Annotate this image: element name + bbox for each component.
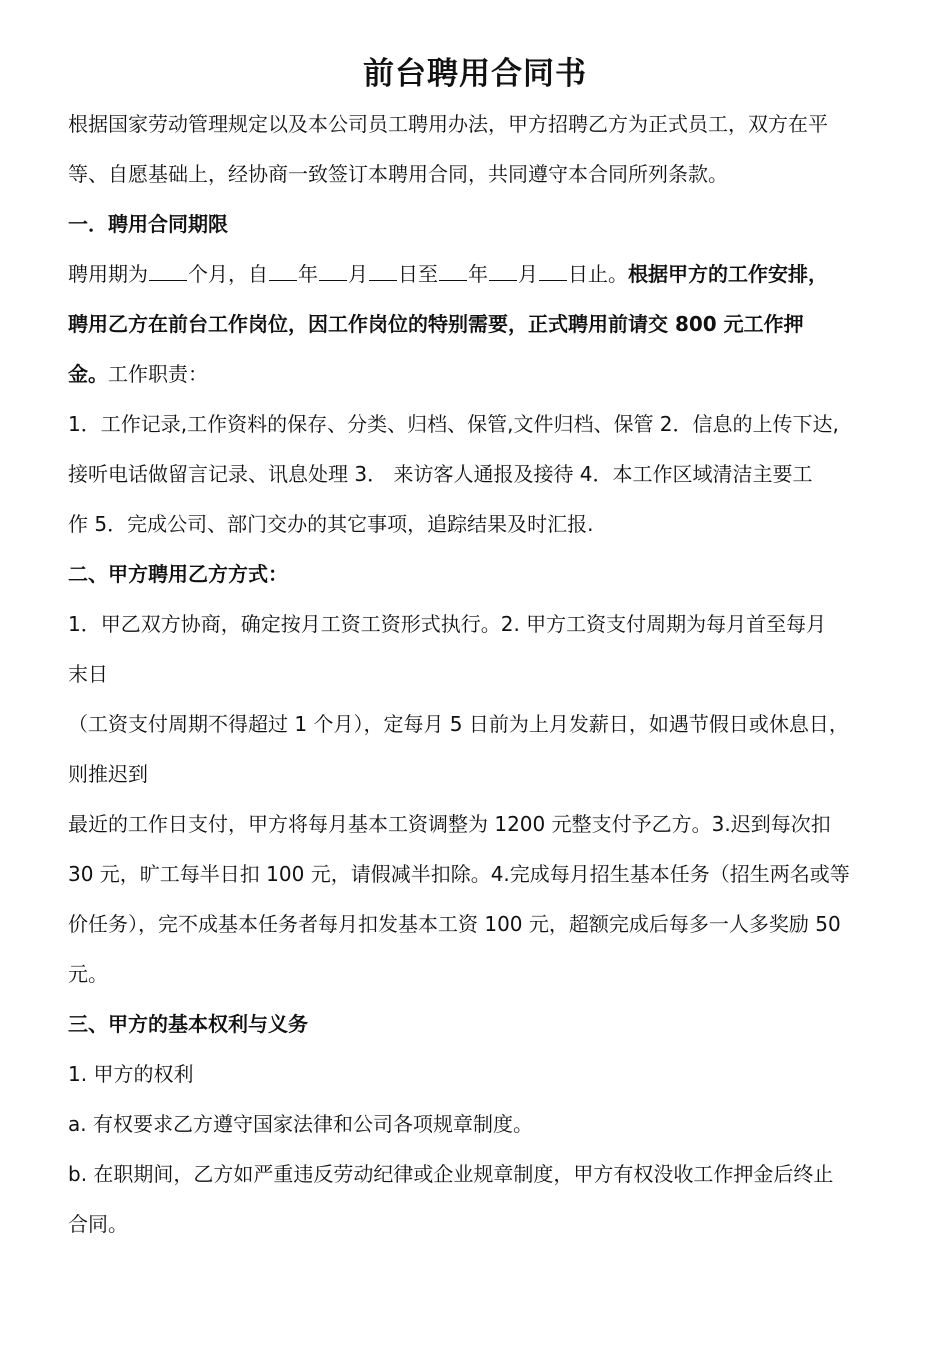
section-heading: 二、甲方聘用乙方方式： [68,562,288,586]
body-line: 1. 甲方的权利 [68,1062,194,1086]
body-line: （工资支付周期不得超过 1 个月），定每月 5 日前为上月发薪日，如遇节假日或休息日， [68,712,849,736]
term-bold-text: 根据甲方的工作安排， [628,262,828,286]
term-text: 日至 [398,262,438,286]
term-text: 聘用期为 [68,262,148,286]
duties-intro-line [68,349,208,399]
term-text: 年 [298,262,318,286]
body-line: 则推迟到 [68,762,148,786]
duties-label: 工作职责： [108,362,208,386]
section-heading: 三、甲方的基本权利与义务 [68,1012,308,1036]
blank-field [539,260,567,281]
blank-field [149,260,187,281]
bold-clause-line: 聘用乙方在前台工作岗位，因工作岗位的特别需要，正式聘用前请交 800 元工作押 [68,312,804,336]
bold-clause-end: 金。 [68,362,108,386]
body-line: 30 元，旷工每半日扣 100 元，请假减半扣除。4.完成每月招生基本任务（招生两名或等 [68,862,850,886]
blank-field [319,260,347,281]
duty-line: 接听电话做留言记录、讯息处理 3． 来访客人通报及接待 4．本工作区域清洁主要工 [68,462,813,486]
blank-field [439,260,467,281]
body-line: 合同。 [68,1212,128,1236]
body-line: 元。 [68,962,108,986]
intro-line: 根据国家劳动管理规定以及本公司员工聘用办法，甲方招聘乙方为正式员工，双方在平 [68,112,828,136]
intro-line: 等、自愿基础上，经协商一致签订本聘用合同，共同遵守本合同所列条款。 [68,162,728,186]
body-line: b. 在职期间，乙方如严重违反劳动纪律或企业规章制度，甲方有权没收工作押金后终止 [68,1162,834,1186]
term-text: 年 [468,262,488,286]
term-text: 月 [348,262,368,286]
term-text: 月 [518,262,538,286]
body-line: 最近的工作日支付，甲方将每月基本工资调整为 1200 元整支付予乙方。3.迟到每次扣 [68,812,831,836]
duty-line: 作 5．完成公司、部门交办的其它事项，追踪结果及时汇报. [68,512,594,536]
term-text: 日止。 [568,262,628,286]
term-line [68,249,828,299]
body-line: a. 有权要求乙方遵守国家法律和公司各项规章制度。 [68,1112,533,1136]
body-line: 价任务），完不成基本任务者每月扣发基本工资 100 元，超额完成后每多一人多奖励 50 [68,912,841,936]
document-title: 前台聘用合同书 [363,56,587,92]
duty-line: 1．工作记录,工作资料的保存、分类、归档、保管,文件归档、保管 2．信息的上传下达, [68,412,839,436]
body-line: 1．甲乙双方协商，确定按月工资工资形式执行。2. 甲方工资支付周期为每月首至每月 [68,612,827,636]
blank-field [269,260,297,281]
blank-field [369,260,397,281]
body-line: 末日 [68,662,108,686]
section-heading: 一．聘用合同期限 [68,212,228,236]
blank-field [489,260,517,281]
term-text: 个月，自 [188,262,268,286]
